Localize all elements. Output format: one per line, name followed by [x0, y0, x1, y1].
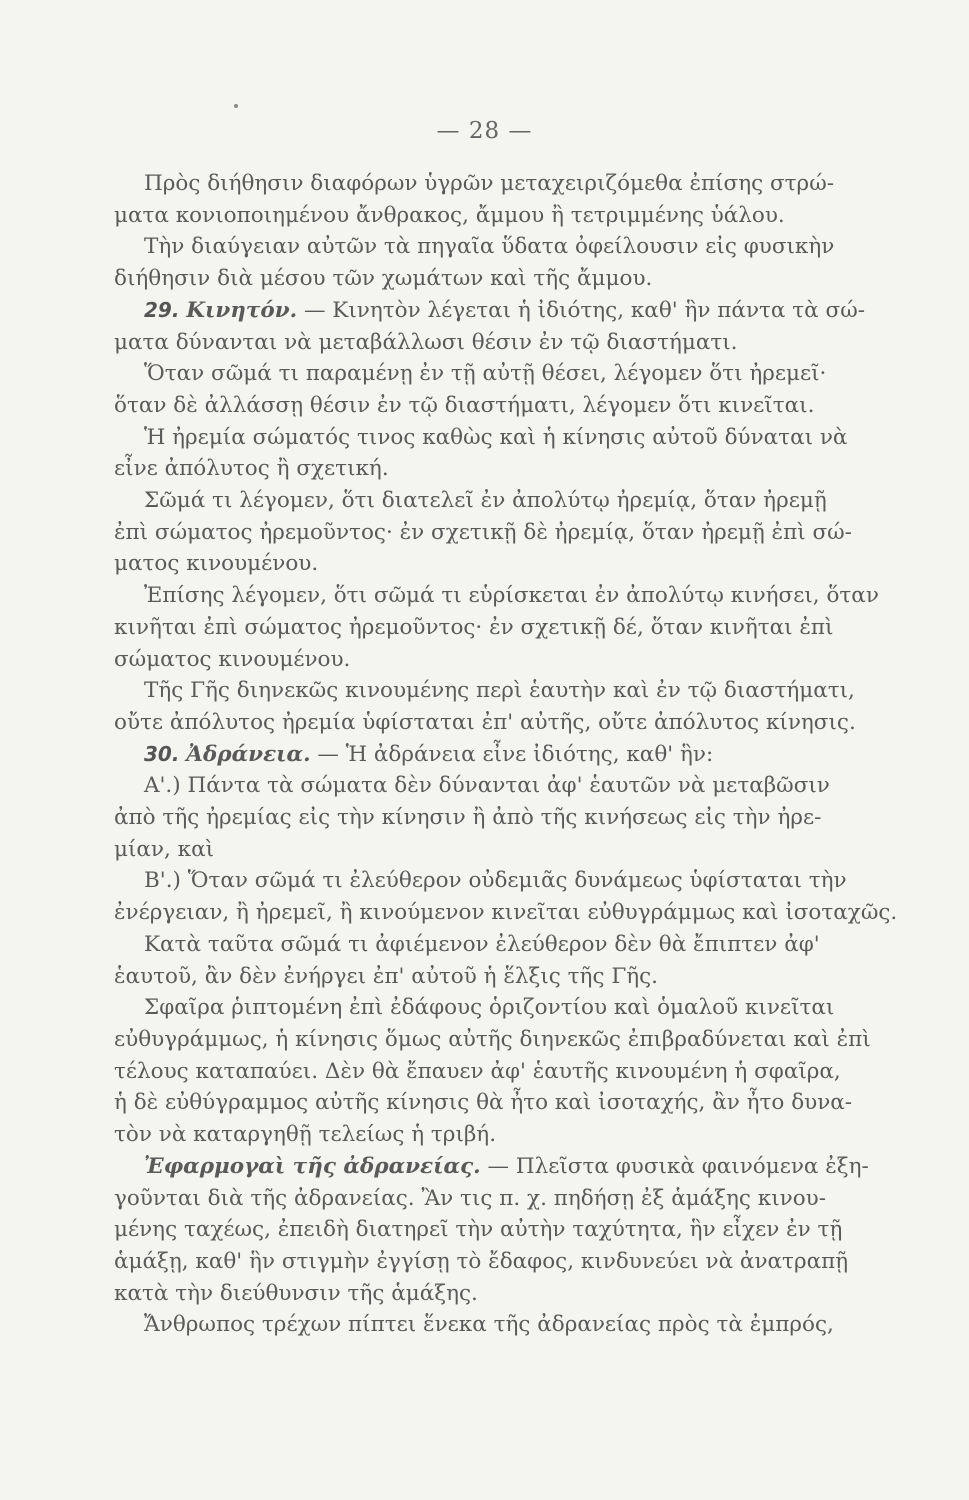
text-line: Β'.) Ὅταν σῶμά τι ἐλεύθερον οὐδεμιᾶς δυνάμεως ὑφίσταται τὴν: [144, 868, 847, 894]
text-line: Σφαῖρα ῥιπτομένη ἐπὶ ἐδάφους ὁριζοντίου καὶ ὁμαλοῦ κινεῖται: [144, 995, 835, 1021]
text-line: διήθησιν διὰ μέσου τῶν χωμάτων καὶ τῆς ἄμμου.: [114, 266, 653, 292]
page-text: [114, 168, 898, 1341]
text-line: Πρὸς διήθησιν διαφόρων ὑγρῶν μεταχειριζόμεθα ἐπίσης στρώ-: [144, 171, 834, 196]
text-line: σώματος κινουμένου.: [114, 646, 351, 672]
text-line: [114, 1151, 872, 1183]
text-line: Ἐπίσης λέγομεν, ὅτι σῶμά τι εὑρίσκεται ἐν ἀπολύτῳ κινήσει, ὅταν: [144, 583, 879, 609]
text-line: Τὴν διαύγειαν αὐτῶν τὰ πηγαῖα ὕδατα ὀφείλουσιν εἰς φυσικὴν: [144, 234, 835, 260]
text-line: ὅταν δὲ ἀλλάσσῃ θέσιν ἐν τῷ διαστήματι, λέγομεν ὅτι κινεῖται.: [114, 392, 815, 418]
text-line: μίαν, καὶ: [114, 836, 215, 862]
text-line: ματα δύνανται νὰ μεταβάλλωσι θέσιν ἐν τῷ διαστήματι.: [114, 329, 738, 355]
text-line: κατὰ τὴν διεύθυνσιν τῆς ἁμάξης.: [114, 1280, 478, 1306]
text-line: οὔτε ἀπόλυτος ἠρεμία ὑφίσταται ἐπ' αὐτῆς, οὔτε ἀπόλυτος κίνησις.: [114, 709, 856, 735]
text-line: μένης ταχέως, ἐπειδὴ διατηρεῖ τὴν αὐτὴν ταχύτητα, ἣν εἶχεν ἐν τῇ: [114, 1217, 843, 1243]
ink-speck: [234, 104, 238, 108]
section-text: — Ἡ ἀδράνεια εἶνε ἰδιότης, καθ' ἣν:: [310, 741, 714, 767]
text-line: ματα κονιοποιημένου ἄνθρακος, ἄμμου ἢ τετριμμένης ὑάλου.: [114, 202, 785, 228]
text-line: εἶνε ἀπόλυτος ἢ σχετική.: [114, 456, 389, 482]
text-line: ἐπὶ σώματος ἠρεμοῦντος· ἐν σχετικῇ δὲ ἠρεμίᾳ, ὅταν ἠρεμῇ ἐπὶ σώ-: [114, 519, 852, 545]
text-line: ἐνέργειαν, ἢ ἠρεμεῖ, ἢ κινούμενον κινεῖται εὐθυγράμμως καὶ ἰσοταχῶς.: [114, 900, 898, 926]
text-line: ἑαυτοῦ, ἂν δὲν ἐνήργει ἐπ' αὐτοῦ ἡ ἕλξις τῆς Γῆς.: [114, 963, 658, 989]
section-text: — Πλεῖστα φυσικὰ φαινόμενα ἐξη-: [480, 1153, 869, 1179]
text-line: Κατὰ ταῦτα σῶμά τι ἀφιέμενον ἐλεύθερον δὲν θὰ ἔπιπτεν ἀφ': [144, 931, 820, 957]
text-line: ἁμάξῃ, καθ' ἣν στιγμὴν ἐγγίσῃ τὸ ἔδαφος, κινδυνεύει νὰ ἀνατραπῇ: [114, 1248, 849, 1274]
section-text: — Κινητὸν λέγεται ἡ ἰδιότης, καθ' ἣν πάντα τὰ σώ-: [297, 297, 865, 323]
text-line: τέλους καταπαύει. Δὲν θὰ ἔπαυεν ἀφ' ἑαυτῆς κινουμένη ἡ σφαῖρα,: [114, 1058, 841, 1084]
text-line: Τῆς Γῆς διηνεκῶς κινουμένης περὶ ἑαυτὴν καὶ ἐν τῷ διαστήματι,: [144, 678, 855, 704]
section-number: 30.: [144, 741, 180, 766]
section-heading: Κινητόν.: [186, 297, 298, 323]
text-line: Ἄνθρωπος τρέχων πίπτει ἕνεκα τῆς ἀδρανείας πρὸς τὰ ἐμπρός,: [144, 1312, 834, 1338]
text-line: ματος κινουμένου.: [114, 551, 319, 577]
text-line: τὸν νὰ καταργηθῇ τελείως ἡ τριβή.: [114, 1122, 497, 1148]
text-line: Ὅταν σῶμά τι παραμένῃ ἐν τῇ αὐτῇ θέσει, λέγομεν ὅτι ἠρεμεῖ·: [144, 361, 827, 387]
text-line: Σῶμά τι λέγομεν, ὅτι διατελεῖ ἐν ἀπολύτῳ ἠρεμίᾳ, ὅταν ἠρεμῇ: [144, 488, 827, 514]
text-line: κινῆται ἐπὶ σώματος ἠρεμοῦντος· ἐν σχετικῇ δέ, ὅταν κινῆται ἐπὶ: [114, 614, 834, 640]
text-line: Α'.) Πάντα τὰ σώματα δὲν δύνανται ἀφ' ἑαυτῶν νὰ μεταβῶσιν: [144, 773, 830, 799]
text-line: ἀπὸ τῆς ἠρεμίας εἰς τὴν κίνησιν ἢ ἀπὸ τῆς κινήσεως εἰς τὴν ἠρε-: [114, 805, 822, 831]
text-line: [114, 295, 872, 327]
page-number: — 28 —: [436, 118, 533, 144]
text-line: γοῦνται διὰ τῆς ἀδρανείας. Ἂν τις π. χ. πηδήσῃ ἐξ ἁμάξης κινου-: [114, 1185, 827, 1211]
section-heading: Ἀδράνεια.: [186, 741, 311, 767]
section-heading: Ἐφαρμογαὶ τῆς ἀδρανείας.: [144, 1153, 481, 1179]
text-line: Ἡ ἠρεμία σώματός τινος καθὼς καὶ ἡ κίνησις αὐτοῦ δύναται νὰ: [144, 424, 848, 450]
text-line: [114, 739, 872, 771]
section-number: 29.: [144, 297, 180, 322]
text-line: εὐθυγράμμως, ἡ κίνησις ὅμως αὐτῆς διηνεκῶς ἐπιβραδύνεται καὶ ἐπὶ: [114, 1026, 871, 1052]
text-line: ἡ δὲ εὐθύγραμμος αὐτῆς κίνησις θὰ ἦτο καὶ ἰσοταχής, ἂν ἦτο δυνα-: [114, 1090, 853, 1116]
